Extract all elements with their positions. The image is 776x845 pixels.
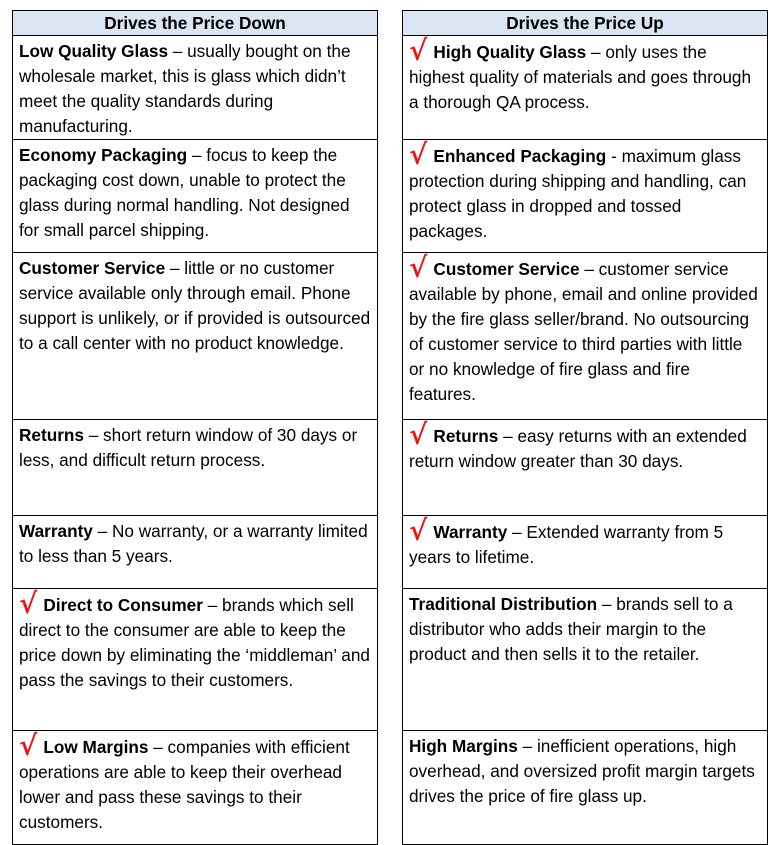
row-label: Traditional Distribution [409, 594, 598, 614]
table-row [403, 731, 768, 845]
economy-packaging-cell [13, 140, 378, 253]
header-row [13, 11, 378, 36]
table-row [403, 589, 768, 731]
checkmark-icon: √ [409, 515, 428, 547]
row-label: Returns [433, 426, 499, 446]
table-row [13, 516, 378, 589]
table-row [13, 253, 378, 420]
row-text: – brands sell to a distributor who adds their margin to the product and then sells it to the retailer. [409, 594, 733, 664]
table-row [13, 420, 378, 516]
price-up-header: Drives the Price Up [403, 11, 768, 36]
checkmark-icon: √ [409, 139, 428, 171]
returns-cell [403, 420, 768, 516]
checkmark-icon: √ [409, 419, 428, 451]
row-label: Customer Service [433, 259, 580, 279]
price-down-table [12, 10, 378, 845]
row-label: Direct to Consumer [43, 595, 203, 615]
low-quality-glass-cell [13, 36, 378, 140]
price-up-table [402, 10, 768, 845]
table-row [403, 140, 768, 253]
returns-cell [13, 420, 378, 516]
row-label: High Margins [409, 736, 518, 756]
customer-service-cell [13, 253, 378, 420]
row-label: Economy Packaging [19, 145, 188, 165]
row-label: High Quality Glass [433, 42, 587, 62]
row-text: – No warranty, or a warranty limited to less than 5 years. [19, 521, 368, 566]
low-margins-cell [13, 731, 378, 845]
warranty-cell [403, 516, 768, 589]
row-text: – short return window of 30 days or less, and difficult return process. [19, 425, 358, 470]
checkmark-icon: √ [19, 588, 38, 620]
direct-to-consumer-cell [13, 589, 378, 731]
customer-service-cell [403, 253, 768, 420]
row-text: - maximum glass protection during shipping and handling, can protect glass in dropped and tossed packages. [409, 146, 747, 241]
checkmark-icon: √ [409, 252, 428, 284]
row-text: – companies with efficient operations are able to keep their overhead lower and pass these savings to their customers. [19, 737, 350, 832]
enhanced-packaging-cell [403, 140, 768, 253]
table-row [13, 731, 378, 845]
row-label: Customer Service [19, 258, 166, 278]
checkmark-icon: √ [409, 35, 428, 67]
row-text: – only uses the highest quality of materials and goes through a thorough QA process. [409, 42, 752, 112]
warranty-cell [13, 516, 378, 589]
row-text: – focus to keep the packaging cost down, unable to protect the glass during normal handling. Not designed for small parcel shipping. [19, 145, 350, 240]
row-label: Enhanced Packaging [433, 146, 607, 166]
row-text: – Extended warranty from 5 years to lifetime. [409, 522, 724, 567]
row-label: Returns [19, 425, 84, 445]
row-text: – brands which sell direct to the consumer are able to keep the price down by eliminating the ‘middleman’ and pass the savings to their customers. [19, 595, 370, 690]
table-row [13, 36, 378, 140]
row-label: Low Margins [43, 737, 149, 757]
table-row [13, 589, 378, 731]
table-row [13, 140, 378, 253]
high-margins-cell [403, 731, 768, 845]
row-label: Warranty [433, 522, 508, 542]
price-down-header: Drives the Price Down [13, 11, 378, 36]
row-label: Warranty [19, 521, 93, 541]
header-row [403, 11, 768, 36]
table-row [403, 36, 768, 140]
high-quality-glass-cell [403, 36, 768, 140]
row-text: – little or no customer service available only through email. Phone support is unlikely, or if provided is outsourced to a call center with no product knowledge. [19, 258, 371, 353]
row-label: Low Quality Glass [19, 41, 168, 61]
traditional-distribution-cell [403, 589, 768, 731]
checkmark-icon: √ [19, 730, 38, 762]
table-row [403, 253, 768, 420]
table-row [403, 516, 768, 589]
table-row [403, 420, 768, 516]
row-text: – customer service available by phone, email and online provided by the fire glass seller/brand. No outsourcing of customer service to third parties with little or no knowledge of fire glass and fire features. [409, 259, 758, 404]
row-text: – inefficient operations, high overhead, and oversized profit margin targets drives the price of fire glass up. [409, 736, 755, 806]
row-text: – easy returns with an extended return window greater than 30 days. [409, 426, 747, 471]
row-text: – usually bought on the wholesale market, this is glass which didn’t meet the quality standards during manufacturing. [19, 41, 351, 136]
